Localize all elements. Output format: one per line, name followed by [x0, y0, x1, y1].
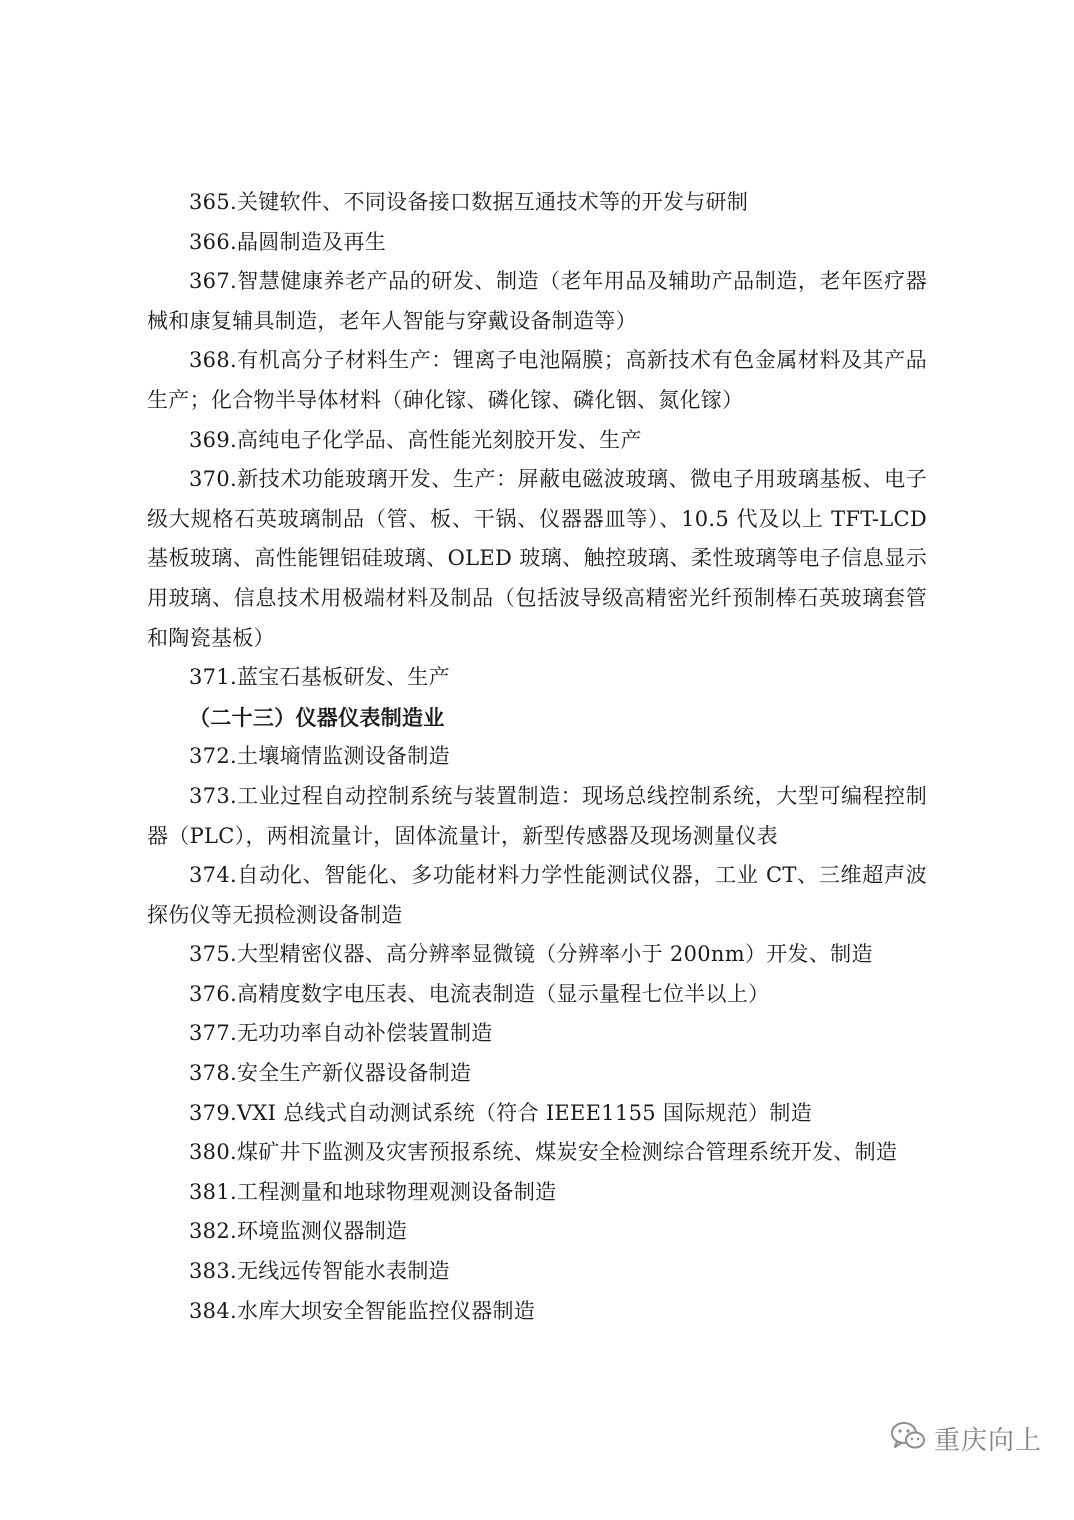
- paragraph-373: 373.工业过程自动控制系统与装置制造：现场总线控制系统，大型可编程控制器（PLC），两相流量计，固体流量计，新型传感器及现场测量仪表: [147, 783, 927, 848]
- paragraph-365: 365.关键软件、不同设备接口数据互通技术等的开发与研制: [189, 190, 749, 214]
- paragraph-376: 376.高精度数字电压表、电流表制造（显示量程七位半以上）: [189, 981, 770, 1006]
- paragraph-374: 374.自动化、智能化、多功能材料力学性能测试仪器，工业 CT、三维超声波探伤仪等无损检测设备制造: [147, 863, 927, 927]
- paragraph-384: 384.水库大坝安全智能监控仪器制造: [189, 1298, 536, 1323]
- document-body: [147, 183, 927, 1331]
- paragraph-381: 381.工程测量和地球物理观测设备制造: [189, 1179, 557, 1204]
- paragraph-369: 369.高纯电子化学品、高性能光刻胶开发、生产: [189, 427, 642, 452]
- paragraph-375: 375.大型精密仪器、高分辨率显微镜（分辨率小于 200nm）开发、制造: [189, 942, 873, 967]
- paragraph-377: 377.无功功率自动补偿装置制造: [189, 1021, 493, 1046]
- paragraph-370: 370.新技术功能玻璃开发、生产：屏蔽电磁波玻璃、微电子用玻璃基板、电子级大规格石英玻璃制品（管、板、干锅、仪器器皿等）、10.5 代及以上 TFT-LCD 基板玻璃、高性能锂铝硅玻璃、OLED 玻璃、触控玻璃、柔性玻璃等电子信息显示用玻璃、信息技术用极端材料及制品（包括波导级高精密光纤预制棒石英玻璃套管和陶瓷基板）: [147, 467, 927, 650]
- watermark-text: 重庆向上: [934, 1425, 1043, 1456]
- paragraph-368: 368.有机高分子材料生产：锂离子电池隔膜；高新技术有色金属材料及其产品生产；化合物半导体材料（砷化镓、磷化镓、磷化铟、氮化镓）: [147, 348, 927, 412]
- paragraph-372: 372.土壤墒情监测设备制造: [189, 744, 450, 769]
- section-heading: （二十三）仪器仪表制造业: [189, 704, 445, 730]
- paragraph-379: 379.VXI 总线式自动测试系统（符合 IEEE1155 国际规范）制造: [189, 1100, 813, 1125]
- wechat-watermark: [890, 1418, 1042, 1458]
- wechat-icon: [890, 1420, 926, 1456]
- paragraph-378: 378.安全生产新仪器设备制造: [189, 1061, 472, 1086]
- paragraph-383: 383.无线远传智能水表制造: [189, 1259, 450, 1284]
- paragraph-367: 367.智慧健康养老产品的研发、制造（老年用品及辅助产品制造，老年医疗器械和康复辅具制造，老年人智能与穿戴设备制造等）: [147, 269, 927, 333]
- paragraph-366: 366.晶圆制造及再生: [189, 229, 387, 254]
- paragraph-371: 371.蓝宝石基板研发、生产: [189, 665, 450, 690]
- paragraph-380: 380.煤矿井下监测及灾害预报系统、煤炭安全检测综合管理系统开发、制造: [189, 1140, 898, 1165]
- paragraph-382: 382.环境监测仪器制造: [189, 1219, 408, 1244]
